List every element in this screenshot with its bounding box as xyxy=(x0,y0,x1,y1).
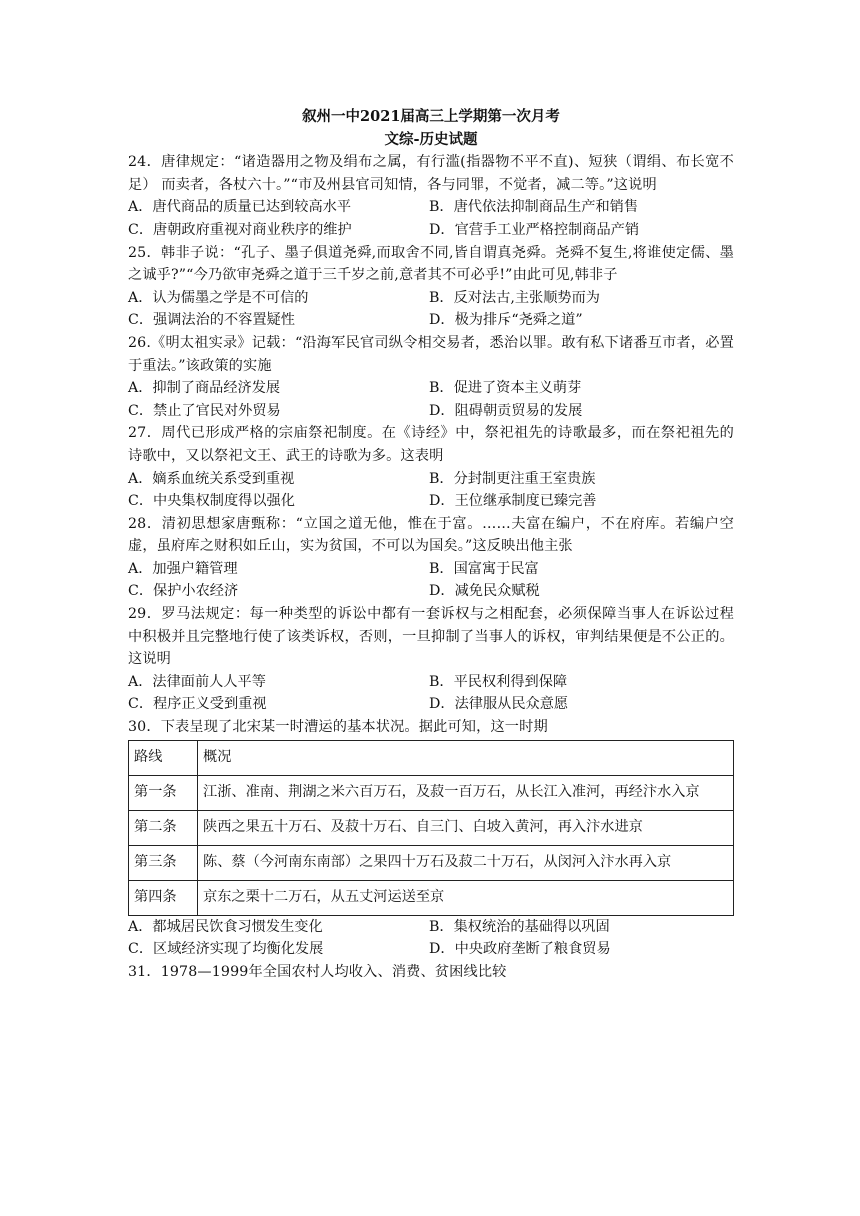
table-row xyxy=(129,880,734,915)
exam-title: 叙州一中2021届高三上学期第一次月考 xyxy=(302,108,560,125)
question-27-stem: 27．周代已形成严格的宗庙祭祀制度。在《诗经》中，祭祀祖先的诗歌最多，而在祭祀祖先的诗歌中，又以祭祀文王、武王的诗歌为多。这表明 xyxy=(128,425,734,464)
exam-page xyxy=(128,106,734,983)
option-b: B．分封制更注重王室贵族 xyxy=(429,470,596,487)
option-a: A．认为儒墨之学是不可信的 xyxy=(128,289,309,306)
table-cell: 陈、蔡（今河南东南部）之果四十万石及菽二十万石，从闵河入汴水再入京 xyxy=(198,845,734,880)
exam-subtitle: 文综-历史试题 xyxy=(384,130,478,148)
option-d: D．阻碍朝贡贸易的发展 xyxy=(429,402,583,419)
option-c: C．保护小农经济 xyxy=(128,583,239,600)
question-28-stem: 28．清初思想家唐甄称：“立国之道无他，惟在于富。……夫富在编户，不在府库。若编户空虚，虽府库之财积如丘山，实为贫国，不可以为国矣。”这反映出他主张 xyxy=(128,515,734,555)
question-30-stem: 30．下表呈现了北宋某一时漕运的基本状况。据此可知，这一时期 xyxy=(128,719,548,736)
option-a: A．法律面前人人平等 xyxy=(128,673,266,690)
table-cell: 陕西之果五十万石、及菽十万石、自三门、白坡入黄河，再入汴水进京 xyxy=(198,810,734,845)
option-d: D．极为排斥“尧舜之道” xyxy=(429,312,583,329)
table-cell: 第四条 xyxy=(129,880,198,915)
option-d: D．王位继承制度已臻完善 xyxy=(429,493,597,510)
table-cell: 江浙、准南、荆湖之米六百万石，及菽一百万石，从长江入准河，再经汴水入京 xyxy=(198,775,734,810)
option-c: C．区域经济实现了均衡化发展 xyxy=(128,941,324,958)
table-cell: 第一条 xyxy=(129,775,198,810)
question-29-options xyxy=(128,671,734,716)
question-28-options xyxy=(128,558,734,603)
option-c: C．中央集权制度得以强化 xyxy=(128,493,295,510)
option-b: B．反对法古,主张顺势而为 xyxy=(429,289,600,306)
option-a: A．抑制了商品经济发展 xyxy=(128,380,281,397)
table-header-row xyxy=(129,740,734,775)
table-header-cell: 概况 xyxy=(198,740,734,775)
table-header-cell: 路线 xyxy=(129,740,198,775)
option-b: B．唐代依法抑制商品生产和销售 xyxy=(429,199,639,216)
question-31-stem: 31．1978—1999年全国农村人均收入、消费、贫困线比较 xyxy=(128,963,507,980)
table-cell: 第三条 xyxy=(129,845,198,880)
option-c: C．程序正义受到重视 xyxy=(128,696,267,713)
option-d: D．中央政府垄断了粮食贸易 xyxy=(429,941,611,958)
grain-transport-table xyxy=(128,740,734,916)
option-a: A．都城居民饮食习惯发生变化 xyxy=(128,918,323,935)
option-c: C．强调法治的不容置疑性 xyxy=(128,312,295,329)
table-cell: 第二条 xyxy=(129,810,198,845)
question-25-options xyxy=(128,287,734,332)
question-26-stem: 26.《明太祖实录》记载：“沿海军民官司纵令相交易者，悉治以罪。敢有私下诸番互市者，必置于重法。”该政策的实施 xyxy=(128,334,734,374)
option-a: A．嫡系血统关系受到重视 xyxy=(128,470,295,487)
option-a: A．加强户籍管理 xyxy=(128,560,238,577)
option-d: D．官营手工业严格控制商品产销 xyxy=(429,221,640,238)
table-row xyxy=(129,845,734,880)
option-b: B．促进了资本主义萌芽 xyxy=(429,380,582,397)
option-b: B．国富寓于民富 xyxy=(429,560,539,577)
question-24-stem: 24．唐律规定：“诸造器用之物及绢布之属，有行滥(指器物不平不直)、短狭（谓绢、布长宽不足） 而卖者，各杖六十。”“市及州县官司知情，各与同罪，不觉者，减二等。”这说明 xyxy=(128,154,734,193)
question-26-options xyxy=(128,377,734,422)
option-a: A．唐代商品的质量已达到较高水平 xyxy=(128,199,352,216)
option-b: B．集权统治的基础得以巩固 xyxy=(429,918,610,935)
option-b: B．平民权利得到保障 xyxy=(429,673,568,690)
option-d: D．减免民众赋税 xyxy=(429,583,540,600)
option-c: C．禁止了官民对外贸易 xyxy=(128,402,281,419)
question-25-stem: 25．韩非子说：“孔子、墨子俱道尧舜,而取舍不同,皆自谓真尧舜。尧舜不复生,将谁使定儒、墨之诚乎?”“今乃欲审尧舜之道于三千岁之前,意者其不可必乎!”由此可见,韩非子 xyxy=(128,244,734,284)
table-row xyxy=(129,775,734,810)
option-c: C．唐朝政府重视对商业秩序的维护 xyxy=(128,221,352,238)
question-24-options xyxy=(128,196,734,241)
table-row xyxy=(129,810,734,845)
option-d: D．法律服从民众意愿 xyxy=(429,696,569,713)
question-30-options xyxy=(128,916,734,961)
table-cell: 京东之栗十二万石，从五丈河运送至京 xyxy=(198,880,734,915)
question-27-options xyxy=(128,468,734,513)
question-29-stem: 29．罗马法规定：每一种类型的诉讼中都有一套诉权与之相配套，必须保障当事人在诉讼过程中积极并且完整地行使了该类诉权，否则，一旦抑制了当事人的诉权，审判结果便是不公正的。这说明 xyxy=(128,606,734,668)
